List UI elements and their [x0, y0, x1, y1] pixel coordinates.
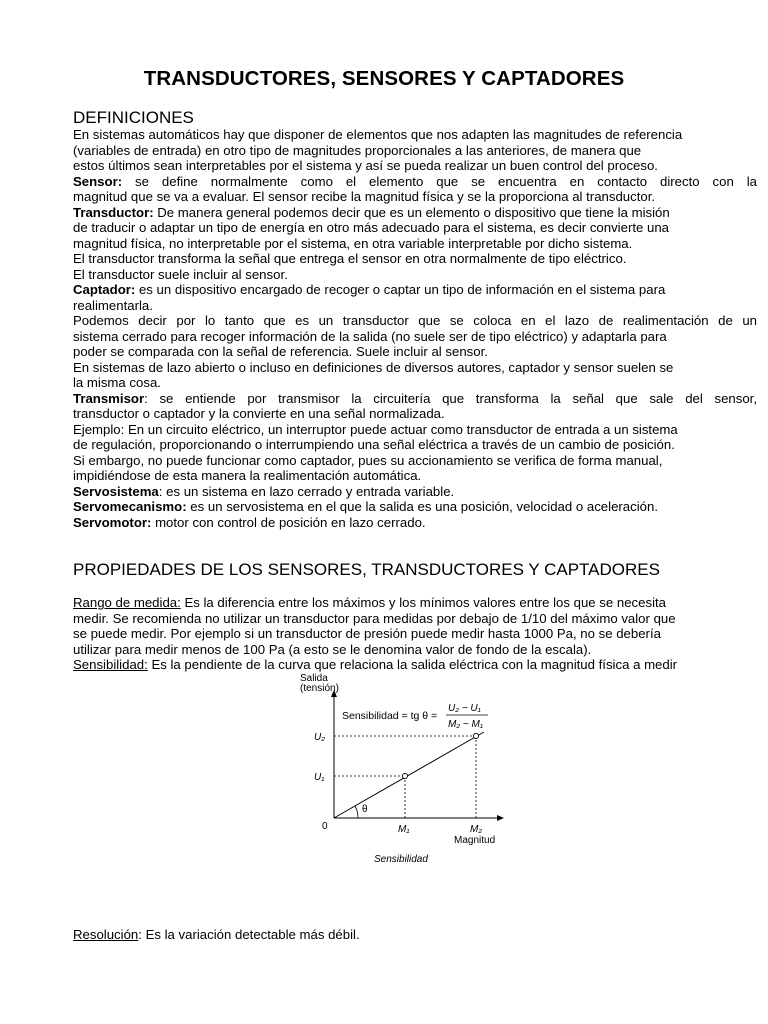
term-label: Servomecanismo:: [73, 499, 187, 514]
definiciones-line: [73, 220, 757, 236]
definiciones-line: [73, 189, 757, 205]
m2-label: M₂: [470, 824, 483, 835]
definiciones-body: [73, 127, 757, 530]
term-label: Servosistema: [73, 483, 159, 499]
term-label: Transductor:: [73, 204, 154, 220]
definiciones-line: [73, 127, 757, 143]
definiciones-line: [73, 236, 757, 252]
propiedades-body: [73, 595, 757, 673]
line-text: : es un sistema en lazo cerrado y entrada variable.: [158, 483, 455, 499]
term-label: Transmisor: [73, 390, 145, 406]
line-text: magnitud que se va a evaluar. El sensor recibe la magnitud física y se la proporciona al transductor.: [73, 189, 656, 204]
propiedades-line: [73, 657, 757, 673]
definiciones-line: [73, 406, 757, 422]
line-text: de regulación, proporcionando o interrumpiendo una señal eléctrica a través de un cambio de posición.: [73, 437, 675, 452]
line-text: se puede medir. Por ejemplo si un transductor de presión puede medir hasta 1000 Pa, no se debería: [73, 626, 661, 641]
theta-arc: [355, 806, 358, 818]
resolucion-text: : Es la variación detectable más débil.: [138, 927, 360, 942]
definiciones-line: [73, 360, 757, 376]
sensitivity-figure: [298, 672, 508, 867]
property-label: Sensibilidad:: [73, 657, 148, 672]
u1-label: U₁: [314, 772, 325, 783]
definiciones-line: [73, 422, 757, 438]
definiciones-line: [73, 391, 757, 407]
line-text: se define normalmente como el elemento que se encuentra en contacto directo con la: [122, 173, 757, 189]
definiciones-line: [73, 298, 757, 314]
formula-denominator: M₂ − M₁: [448, 719, 484, 730]
definiciones-heading: DEFINICIONES: [73, 108, 194, 127]
line-text: utilizar para medir menos de 100 Pa (a esto se le denomina valor de fondo de la escala).: [73, 641, 592, 657]
definiciones-line: [73, 499, 757, 515]
line-text: poder se comparada con la señal de referencia. Suele incluir al sensor.: [73, 344, 488, 359]
line-text: En sistemas de lazo abierto o incluso en definiciones de diversos autores, captador y sensor suelen se: [73, 359, 674, 375]
line-text: sistema cerrado para recoger información de la salida (no suele ser de tipo eléctrico) y adaptarla para: [73, 328, 667, 344]
line-text: realimentarla.: [73, 297, 153, 313]
document-title: TRANSDUCTORES, SENSORES Y CAPTADORES: [143, 67, 625, 90]
definiciones-line: [73, 313, 757, 329]
definiciones-line: [73, 205, 757, 221]
point-u1-m1: [403, 774, 408, 779]
y-axis-label: Salida: [300, 673, 328, 684]
line-text: El transductor transforma la señal que entrega el sensor en otra normalmente de tipo eléctrico.: [73, 251, 627, 266]
definiciones-line: [73, 158, 757, 174]
propiedades-line: [73, 595, 757, 611]
definiciones-line: [73, 484, 757, 500]
line-text: transductor o captador y la convierte en una señal normalizada.: [73, 406, 445, 421]
formula-numerator: U₂ − U₁: [448, 703, 481, 714]
definiciones-line: [73, 174, 757, 190]
definiciones-line: [73, 468, 757, 484]
line-text: medir. Se recomienda no utilizar un transductor para medidas por debajo de 1/10 del máximo valor que: [73, 610, 676, 626]
line-text: (variables de entrada) en otro tipo de magnitudes proporcionales a las anteriores, de manera que: [73, 142, 642, 158]
line-text: El transductor suele incluir al sensor.: [73, 266, 288, 282]
line-text: Es la diferencia entre los máximos y los mínimos valores entre los que se necesita: [180, 595, 667, 610]
u2-label: U₂: [314, 732, 326, 743]
formula-prefix: Sensibilidad = tg θ =: [342, 710, 438, 722]
propiedades-line: [73, 626, 757, 642]
definiciones-line: [73, 251, 757, 267]
resolucion-label: Resolución: [73, 927, 139, 942]
x-axis-arrow: [497, 815, 504, 821]
term-label: Servomotor:: [73, 514, 152, 530]
line-text: la misma cosa.: [73, 375, 161, 390]
definiciones-line: [73, 453, 757, 469]
term-label: Sensor:: [73, 173, 123, 189]
definiciones-line: [73, 344, 757, 360]
theta-label: θ: [362, 804, 368, 815]
definiciones-line: [73, 375, 757, 391]
m1-label: M₁: [398, 824, 410, 835]
propiedades-heading: PROPIEDADES DE LOS SENSORES, TRANSDUCTORES Y CAPTADORES: [73, 560, 660, 579]
y-axis-unit: (tensión): [300, 683, 339, 694]
propiedades-line: [73, 642, 757, 658]
line-text: es un dispositivo encargado de recoger o captar un tipo de información en el sistema para: [135, 282, 666, 297]
line-text: Es la pendiente de la curva que relaciona la salida eléctrica con la magnitud física a medir: [147, 657, 678, 672]
definiciones-line: [73, 267, 757, 283]
sensitivity-line: [334, 732, 484, 818]
line-text: es un servosistema en el que la salida es una posición, velocidad o aceleración.: [186, 499, 658, 514]
line-text: De manera general podemos decir que es un elemento o dispositivo que tiene la misión: [153, 204, 670, 220]
x-axis-label: Magnitud: [454, 835, 496, 846]
definiciones-line: [73, 282, 757, 298]
line-text: Podemos decir por lo tanto que es un transductor que se coloca en el lazo de realimentación de un: [73, 313, 757, 328]
line-text: : se entiende por transmisor la circuitería que transforma la señal que sale del sensor,: [144, 390, 757, 406]
line-text: motor con control de posición en lazo cerrado.: [151, 514, 426, 530]
line-text: Si embargo, no puede funcionar como captador, pues su accionamiento se verifica de forma manual,: [73, 452, 663, 468]
origin-label: 0: [322, 821, 328, 832]
line-text: de traducir o adaptar un tipo de energía en otro más adecuado para el sistema, es decir convierte una: [73, 220, 670, 235]
propiedades-line: [73, 611, 757, 627]
definiciones-line: [73, 329, 757, 345]
line-text: magnitud física, no interpretable por el sistema, en otra variable interpretable por dicho sistema.: [73, 235, 633, 251]
property-label: Rango de medida:: [73, 595, 181, 610]
line-text: Ejemplo: En un circuito eléctrico, un interruptor puede actuar como transductor de entrada a un sistema: [73, 421, 678, 437]
definiciones-line: [73, 437, 757, 453]
term-label: Captador:: [73, 282, 136, 297]
definiciones-line: [73, 515, 757, 531]
line-text: impidiéndose de esta manera la realimentación automática.: [73, 468, 422, 483]
line-text: estos últimos sean interpretables por el sistema y así se pueda realizar un buen control del proceso.: [73, 158, 658, 173]
definiciones-line: [73, 143, 757, 159]
resolucion-paragraph: [73, 927, 757, 943]
figure-caption: Sensibilidad: [374, 854, 428, 865]
point-u2-m2: [474, 734, 479, 739]
line-text: En sistemas automáticos hay que disponer de elementos que nos adapten las magnitudes de referencia: [73, 127, 683, 142]
